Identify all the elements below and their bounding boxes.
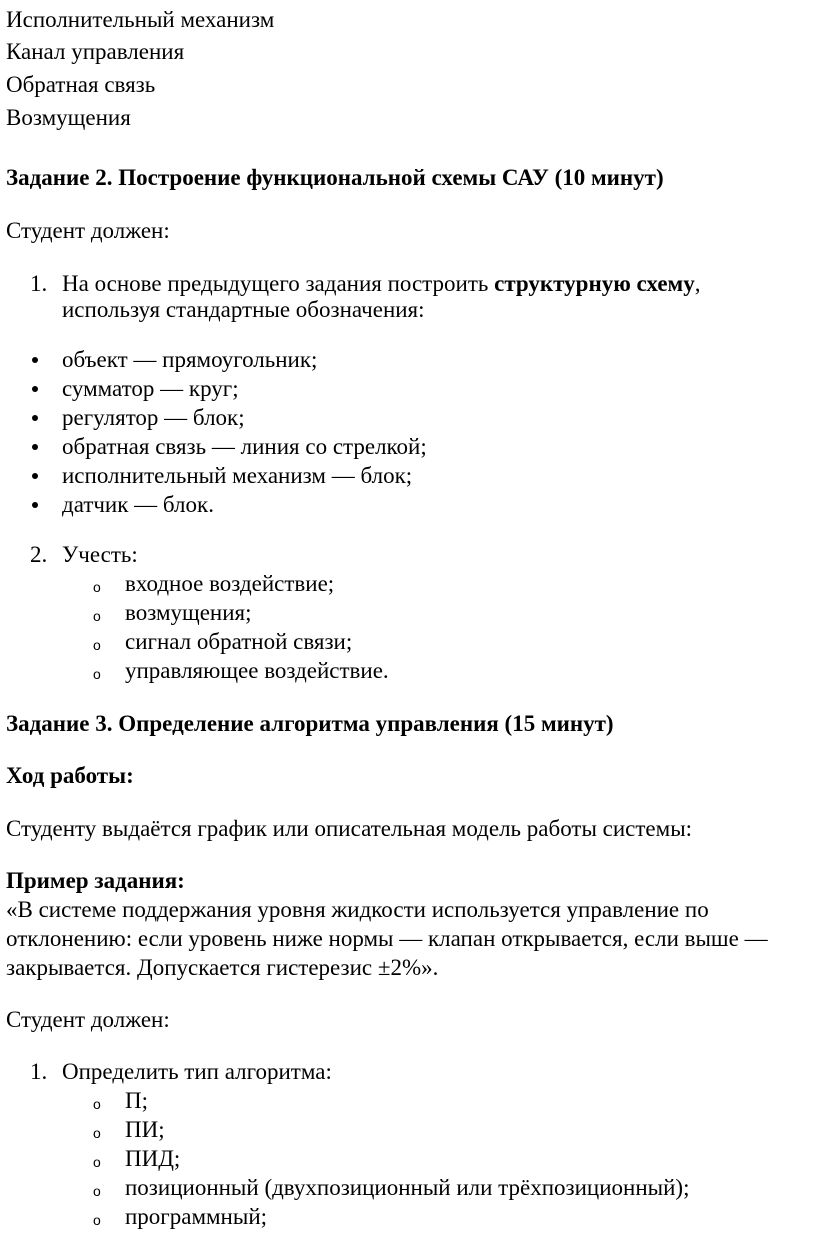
- sub-item: П;: [125, 1088, 148, 1113]
- sub-item: управляющее воздействие.: [125, 658, 389, 683]
- sub-bullet-o: o: [93, 608, 101, 624]
- task2-step2-text: Учесть:: [62, 542, 138, 567]
- sub-bullet-o: o: [93, 1183, 101, 1199]
- task2-step1-prefix: На основе предыдущего задания построить: [62, 271, 495, 296]
- bullet-dot: [32, 357, 38, 363]
- sub-bullet-o: o: [93, 637, 101, 653]
- sub-item: сигнал обратной связи;: [125, 629, 353, 654]
- sub-bullet-o: o: [93, 1125, 101, 1141]
- bullet-item: объект — прямоугольник;: [62, 347, 318, 372]
- task2-step1-bold: структурную схему: [494, 271, 695, 296]
- sub-bullet-o: o: [93, 579, 101, 595]
- sub-item: возмущения;: [125, 600, 252, 625]
- task3-step1-number: 1.: [30, 1059, 48, 1084]
- task3-example-line: отклонению: если уровень ниже нормы — клапан открывается, если выше —: [6, 926, 768, 951]
- task2-step2-number: 2.: [30, 542, 48, 567]
- task2-step1-number: 1.: [30, 271, 48, 296]
- bullet-dot: [32, 473, 38, 479]
- task3-progress-heading: Ход работы:: [6, 763, 134, 788]
- bullet-item: датчик — блок.: [62, 492, 214, 517]
- bullet-dot: [32, 502, 38, 508]
- task3-example-line: закрывается. Допускается гистерезис ±2%».: [6, 955, 439, 980]
- sub-bullet-o: o: [93, 1154, 101, 1170]
- task2-student-must: Студент должен:: [6, 218, 170, 243]
- bullet-dot: [32, 415, 38, 421]
- task2-heading: Задание 2. Построение функциональной схемы САУ (10 минут): [6, 165, 664, 190]
- bullet-item: сумматор — круг;: [62, 376, 239, 401]
- bullet-item: регулятор — блок;: [62, 405, 245, 430]
- bullet-item: исполнительный механизм — блок;: [62, 463, 413, 488]
- task3-example-heading: Пример задания:: [6, 868, 185, 893]
- bullet-item: обратная связь — линия со стрелкой;: [62, 434, 427, 459]
- sub-item: позиционный (двухпозиционный или трёхпозиционный);: [125, 1175, 690, 1200]
- top-list-item: Обратная связь: [6, 72, 156, 97]
- task3-example-line: «В системе поддержания уровня жидкости используется управление по: [6, 897, 709, 922]
- sub-bullet-o: o: [93, 1096, 101, 1112]
- sub-item: входное воздействие;: [125, 571, 335, 596]
- task3-step1-text: Определить тип алгоритма:: [62, 1059, 332, 1084]
- top-list-item: Канал управления: [6, 39, 185, 64]
- sub-item: ПИД;: [125, 1146, 181, 1171]
- sub-item: программный;: [125, 1204, 268, 1229]
- top-list-item: Возмущения: [6, 105, 131, 130]
- task3-heading: Задание 3. Определение алгоритма управления (15 минут): [6, 711, 614, 736]
- sub-item: ПИ;: [125, 1117, 165, 1142]
- task3-student-must: Студент должен:: [6, 1007, 170, 1032]
- sub-bullet-o: o: [93, 666, 101, 682]
- top-list-item: Исполнительный механизм: [6, 7, 275, 32]
- task2-step1-text: [62, 270, 700, 298]
- sub-bullet-o: o: [93, 1212, 101, 1228]
- task3-intro: Студенту выдаётся график или описательная модель работы системы:: [6, 816, 693, 841]
- bullet-dot: [32, 386, 38, 392]
- bullet-dot: [32, 444, 38, 450]
- task2-step1-line2: используя стандартные обозначения:: [62, 297, 425, 322]
- task2-step1-suffix: ,: [694, 271, 701, 296]
